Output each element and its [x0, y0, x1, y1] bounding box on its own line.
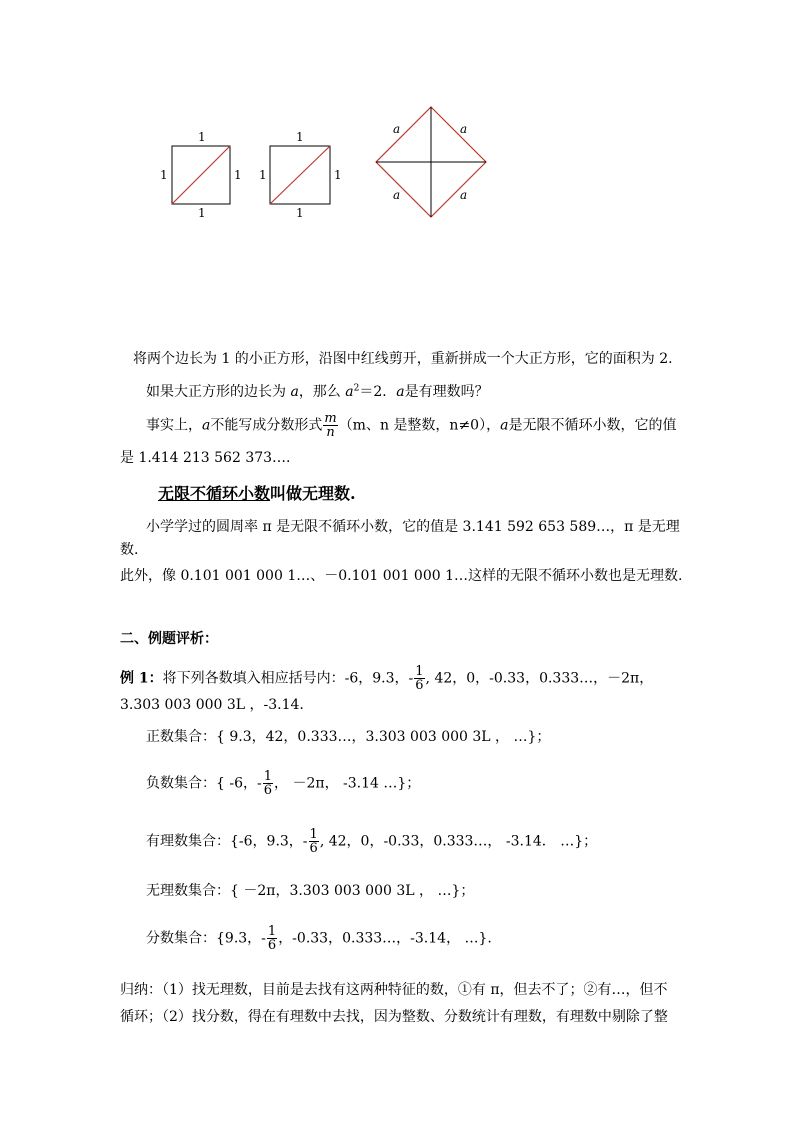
p3-text-b: 不能写成分数形式	[210, 417, 323, 434]
diamond-label-bl: a	[393, 188, 401, 202]
diamond-label-br: a	[460, 188, 468, 202]
frac-numerator: 1	[267, 924, 277, 939]
frac-denominator: 6	[263, 783, 273, 798]
p2-eq-rest: ＝2．	[359, 384, 397, 400]
pi-para-1: 小学学过的圆周率 π 是无限不循环小数，它的值是 3.141 592 653 589…，π 是无理	[146, 519, 680, 535]
p3-text-c: （m、n 是整数，n≠0），	[338, 417, 501, 434]
cut-line-2	[270, 146, 330, 204]
squares-figure	[0, 95, 794, 335]
sq1-left-label: 1	[160, 168, 168, 182]
m-over-n-fraction	[323, 412, 337, 439]
p2-var-a: a	[290, 384, 299, 400]
irrational-set: 无理数集合：{ －2π，3.303 003 000 3L ， …}；	[146, 883, 475, 899]
example-1-line-1	[120, 665, 653, 692]
sq1-right-label: 1	[234, 168, 242, 182]
cut-line-1	[172, 146, 230, 204]
frac-denominator: n	[323, 425, 337, 439]
p2-c-var: a	[396, 384, 405, 400]
example-text-b: , 42，0，-0.33，0.333…，－2π，	[425, 670, 654, 687]
negative-set	[146, 770, 420, 797]
p3-text-a: 事实上，	[146, 417, 202, 434]
rational-set	[146, 828, 597, 855]
frac-numerator: m	[324, 411, 337, 426]
p2-text-c: 是有理数吗？	[404, 384, 489, 400]
example-1-line-2: 3.303 003 000 3L ，-3.14.	[120, 697, 304, 713]
sq2-left-label: 1	[259, 168, 267, 182]
frac-set-b: ，-0.33，0.333…，-3.14， …}.	[278, 930, 492, 947]
neg-set-b: ， －2π， -3.14 …}；	[274, 775, 421, 792]
other-examples-para: 此外，像 0.101 001 000 1…、－0.101 001 000 1…这样的无限不循环小数也是无理数.	[120, 568, 683, 584]
frac-denominator: 6	[309, 841, 318, 856]
sq2-bottom-label: 1	[296, 206, 304, 220]
positive-set: 正数集合：{ 9.3，42，0.333…，3.303 003 000 3L ， …}；	[146, 729, 551, 745]
frac-numerator: 1	[263, 769, 273, 784]
frac-denominator: 6	[415, 678, 424, 693]
frac-numerator: 1	[415, 664, 424, 679]
summary-line-1: 归纳：（1）找无理数，目前是去找有这两种特征的数，①有 π，但去不了；②有…，但不	[120, 982, 668, 998]
frac-set-a: 分数集合：{9.3，-	[146, 930, 266, 947]
sq1-top-label: 1	[198, 130, 206, 144]
sq1-bottom-label: 1	[198, 206, 206, 220]
p3-var: a	[202, 417, 211, 434]
one-sixth-fraction	[263, 770, 273, 797]
p2-eq-sup: 2	[353, 383, 360, 394]
p2-text-b: ，那么	[298, 384, 346, 400]
intro-para-3	[146, 412, 676, 439]
neg-set-a: 负数集合：{ -6，-	[146, 775, 262, 792]
definition-line	[158, 481, 356, 504]
p2-eq-var: a	[345, 384, 354, 400]
intro-para-1: 将两个边长为 1 的小正方形，沿图中红线剪开，重新拼成一个大正方形，它的面积为 2.	[133, 351, 673, 367]
summary-line-2: 循环；（2）找分数，得在有理数中去找，因为整数、分数统计有理数，有理数中剔除了整	[120, 1009, 668, 1025]
definition-rest: 叫做无理数.	[270, 484, 356, 503]
frac-denominator: 6	[267, 938, 277, 953]
sq2-right-label: 1	[334, 168, 342, 182]
definition-underlined: 无限不循环小数	[158, 484, 271, 503]
example-label: 例 1：	[120, 670, 163, 687]
one-sixth-fraction	[267, 925, 277, 952]
one-sixth-fraction	[414, 665, 424, 692]
p3-text-d: 是无限不循环小数，它的值	[508, 417, 677, 434]
sq2-top-label: 1	[296, 130, 304, 144]
p3-d-var: a	[500, 417, 509, 434]
section-heading: 二、例题评析：	[120, 631, 218, 647]
intro-para-4: 是 1.414 213 562 373….	[120, 450, 291, 466]
one-sixth-fraction	[309, 828, 319, 855]
diamond-label-tl: a	[393, 122, 401, 136]
intro-para-2	[146, 381, 489, 401]
p2-text-a: 如果大正方形的边长为	[146, 384, 291, 400]
pi-para-2: 数.	[120, 542, 139, 558]
fraction-set	[146, 925, 492, 952]
rat-set-a: 有理数集合：{-6，9.3，-	[146, 833, 308, 850]
diamond-label-tr: a	[460, 122, 468, 136]
rat-set-b: , 42，0，-0.33，0.333…， -3.14． …}；	[319, 833, 598, 850]
example-text-a: 将下列各数填入相应括号内：-6，9.3，-	[162, 670, 414, 687]
frac-numerator: 1	[309, 827, 318, 842]
